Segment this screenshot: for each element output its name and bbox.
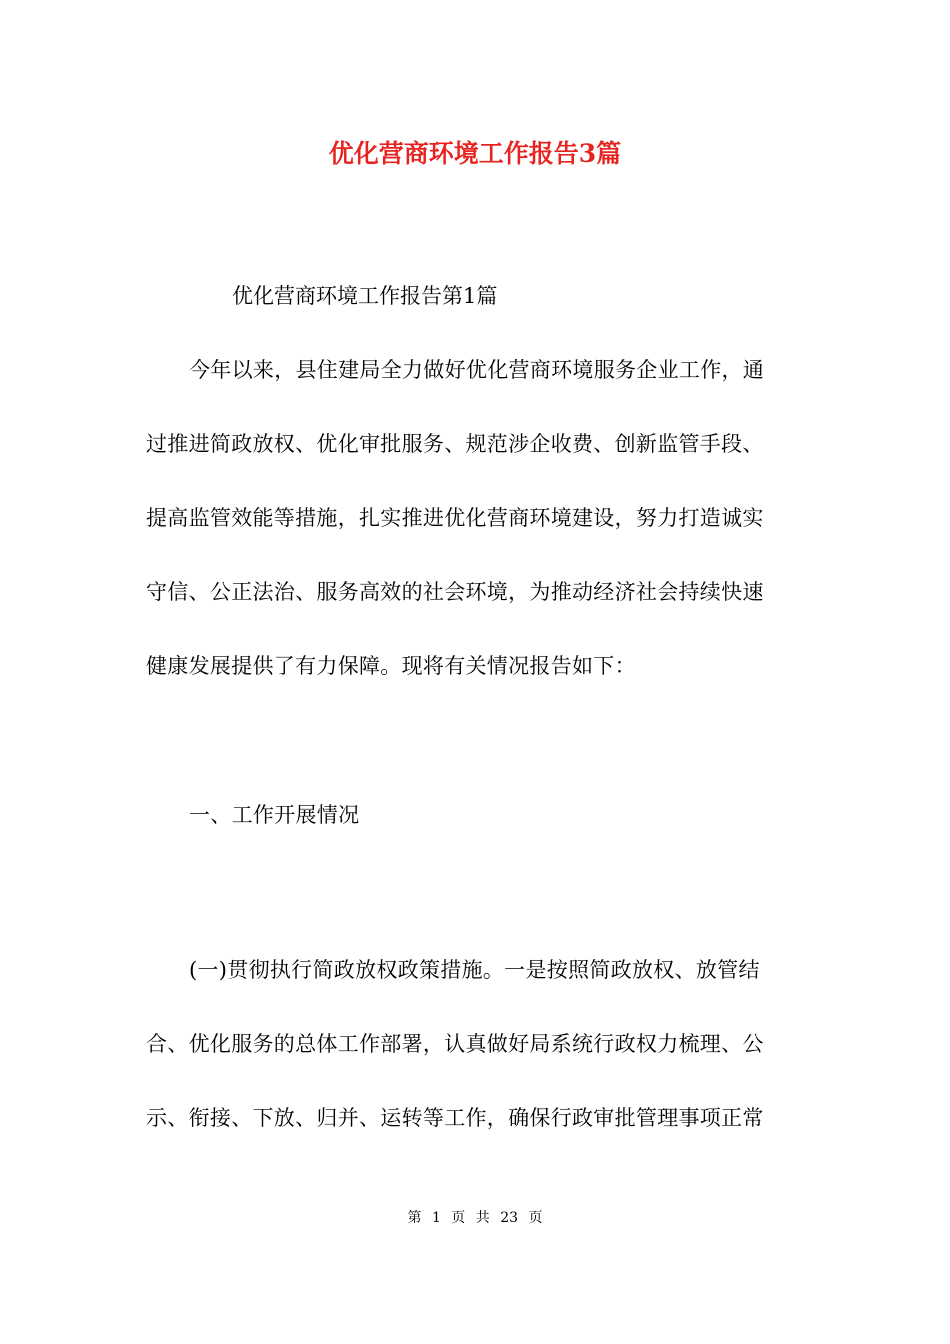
paragraph-line: 合、优化服务的总体工作部署，认真做好局系统行政权力梳理、公 (146, 1032, 764, 1056)
page-number-footer: 第 1 页 共 23 页 (407, 1210, 543, 1226)
paragraph-line: 健康发展提供了有力保障。现将有关情况报告如下： (146, 654, 636, 678)
paragraph-line: 过推进简政放权、优化审批服务、规范涉企收费、创新监管手段、 (146, 432, 764, 456)
paragraph-line: 今年以来，县住建局全力做好优化营商环境服务企业工作，通 (189, 358, 765, 382)
section-heading: 一、工作开展情况 (189, 803, 360, 827)
document-title: 优化营商环境工作报告3篇 (328, 139, 622, 168)
paragraph-line: (一)贯彻执行简政放权政策措施。一是按照简政放权、放管结 (189, 958, 760, 982)
paragraph-line: 守信、公正法治、服务高效的社会环境，为推动经济社会持续快速 (146, 580, 764, 604)
paragraph-line: 示、衔接、下放、归并、运转等工作，确保行政审批管理事项正常 (146, 1106, 764, 1130)
paragraph-line: 提高监管效能等措施，扎实推进优化营商环境建设，努力打造诚实 (146, 506, 764, 530)
report-subtitle: 优化营商环境工作报告第1篇 (232, 284, 498, 308)
